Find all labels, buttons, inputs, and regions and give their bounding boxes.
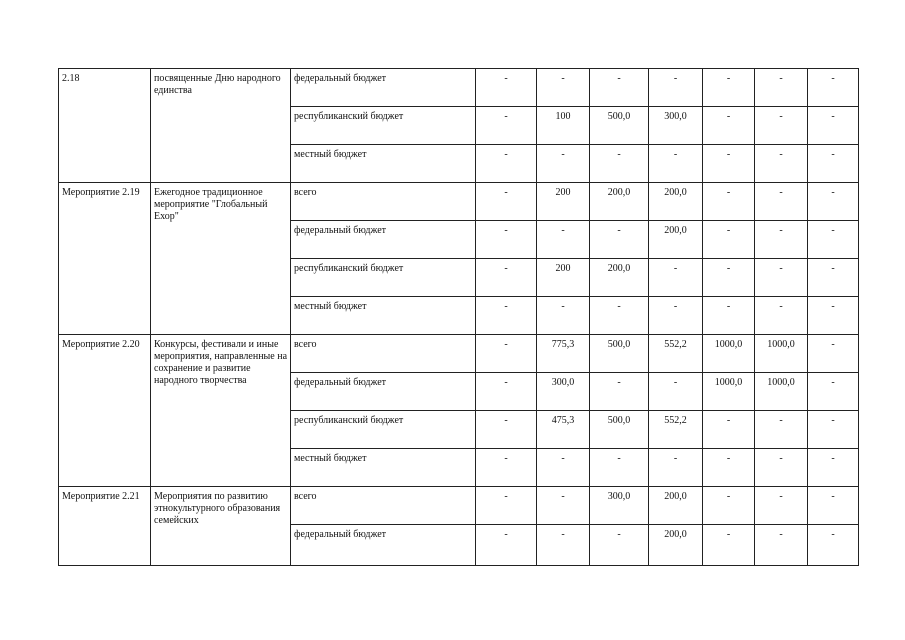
- value-cell: -: [703, 107, 755, 145]
- value-cell: -: [476, 145, 537, 183]
- value-cell: -: [808, 297, 859, 335]
- event-id-cell: Мероприятие 2.19: [59, 183, 151, 335]
- value-cell: 200,0: [649, 221, 703, 259]
- value-cell: -: [755, 297, 808, 335]
- value-cell: -: [755, 221, 808, 259]
- value-cell: -: [808, 411, 859, 449]
- value-cell: 200,0: [590, 183, 649, 221]
- value-cell: 1000,0: [703, 373, 755, 411]
- value-cell: -: [537, 221, 590, 259]
- value-cell: 552,2: [649, 335, 703, 373]
- value-cell: -: [537, 525, 590, 566]
- funding-source-cell: местный бюджет: [291, 145, 476, 183]
- value-cell: -: [703, 183, 755, 221]
- value-cell: 200: [537, 259, 590, 297]
- funding-source-cell: республиканский бюджет: [291, 411, 476, 449]
- value-cell: -: [808, 335, 859, 373]
- value-cell: 300,0: [537, 373, 590, 411]
- value-cell: -: [808, 259, 859, 297]
- budget-table: [58, 68, 859, 566]
- value-cell: -: [755, 525, 808, 566]
- value-cell: -: [476, 335, 537, 373]
- value-cell: -: [755, 411, 808, 449]
- value-cell: -: [537, 145, 590, 183]
- value-cell: 775,3: [537, 335, 590, 373]
- funding-source-cell: всего: [291, 183, 476, 221]
- value-cell: -: [703, 487, 755, 525]
- value-cell: -: [703, 69, 755, 107]
- value-cell: -: [808, 69, 859, 107]
- event-name-cell: посвященные Дню народного единства: [151, 69, 291, 183]
- value-cell: 200,0: [649, 525, 703, 566]
- value-cell: 200,0: [649, 487, 703, 525]
- value-cell: -: [808, 183, 859, 221]
- value-cell: 1000,0: [755, 373, 808, 411]
- value-cell: 200: [537, 183, 590, 221]
- value-cell: 500,0: [590, 411, 649, 449]
- value-cell: -: [703, 221, 755, 259]
- funding-source-cell: федеральный бюджет: [291, 525, 476, 566]
- value-cell: -: [703, 259, 755, 297]
- value-cell: -: [590, 221, 649, 259]
- value-cell: 552,2: [649, 411, 703, 449]
- event-id-cell: Мероприятие 2.20: [59, 335, 151, 487]
- value-cell: -: [808, 487, 859, 525]
- value-cell: -: [703, 145, 755, 183]
- value-cell: -: [537, 449, 590, 487]
- value-cell: -: [476, 449, 537, 487]
- value-cell: -: [476, 411, 537, 449]
- value-cell: -: [755, 107, 808, 145]
- value-cell: -: [808, 373, 859, 411]
- value-cell: 100: [537, 107, 590, 145]
- funding-source-cell: республиканский бюджет: [291, 259, 476, 297]
- value-cell: -: [755, 145, 808, 183]
- table-body: [59, 69, 859, 566]
- event-id-cell: Мероприятие 2.21: [59, 487, 151, 566]
- value-cell: -: [755, 259, 808, 297]
- value-cell: -: [808, 145, 859, 183]
- funding-source-cell: всего: [291, 335, 476, 373]
- value-cell: -: [476, 221, 537, 259]
- value-cell: -: [808, 221, 859, 259]
- value-cell: -: [808, 525, 859, 566]
- value-cell: -: [649, 373, 703, 411]
- value-cell: 300,0: [590, 487, 649, 525]
- value-cell: -: [476, 373, 537, 411]
- value-cell: -: [476, 487, 537, 525]
- value-cell: -: [703, 297, 755, 335]
- event-name-cell: Конкурсы, фестивали и иные мероприятия, направленные на сохранение и развитие народного творчества: [151, 335, 291, 487]
- value-cell: -: [590, 145, 649, 183]
- funding-source-cell: местный бюджет: [291, 449, 476, 487]
- value-cell: -: [590, 69, 649, 107]
- value-cell: -: [476, 259, 537, 297]
- value-cell: 1000,0: [703, 335, 755, 373]
- value-cell: 475,3: [537, 411, 590, 449]
- value-cell: -: [537, 69, 590, 107]
- funding-source-cell: федеральный бюджет: [291, 69, 476, 107]
- value-cell: -: [703, 449, 755, 487]
- value-cell: -: [649, 145, 703, 183]
- value-cell: -: [590, 297, 649, 335]
- funding-source-cell: всего: [291, 487, 476, 525]
- table-row: [59, 183, 859, 221]
- value-cell: -: [808, 449, 859, 487]
- funding-source-cell: федеральный бюджет: [291, 221, 476, 259]
- value-cell: -: [476, 183, 537, 221]
- event-name-cell: Мероприятия по развитию этнокультурного образования семейских: [151, 487, 291, 566]
- value-cell: -: [476, 525, 537, 566]
- value-cell: -: [590, 449, 649, 487]
- funding-source-cell: республиканский бюджет: [291, 107, 476, 145]
- table-row: [59, 335, 859, 373]
- event-name-cell: Ежегодное традиционное мероприятие "Глобальный Ехор": [151, 183, 291, 335]
- value-cell: -: [755, 183, 808, 221]
- value-cell: -: [703, 411, 755, 449]
- value-cell: 1000,0: [755, 335, 808, 373]
- value-cell: -: [755, 487, 808, 525]
- value-cell: 500,0: [590, 107, 649, 145]
- value-cell: -: [590, 525, 649, 566]
- value-cell: -: [590, 373, 649, 411]
- value-cell: -: [808, 107, 859, 145]
- table-row: [59, 487, 859, 525]
- table-row: [59, 69, 859, 107]
- value-cell: -: [537, 487, 590, 525]
- value-cell: 500,0: [590, 335, 649, 373]
- value-cell: -: [476, 297, 537, 335]
- funding-source-cell: местный бюджет: [291, 297, 476, 335]
- value-cell: -: [649, 69, 703, 107]
- value-cell: 200,0: [590, 259, 649, 297]
- value-cell: -: [476, 69, 537, 107]
- value-cell: 200,0: [649, 183, 703, 221]
- value-cell: -: [703, 525, 755, 566]
- value-cell: -: [649, 297, 703, 335]
- value-cell: -: [649, 449, 703, 487]
- value-cell: -: [755, 449, 808, 487]
- value-cell: -: [649, 259, 703, 297]
- value-cell: 300,0: [649, 107, 703, 145]
- funding-source-cell: федеральный бюджет: [291, 373, 476, 411]
- value-cell: -: [755, 69, 808, 107]
- event-id-cell: 2.18: [59, 69, 151, 183]
- value-cell: -: [476, 107, 537, 145]
- value-cell: -: [537, 297, 590, 335]
